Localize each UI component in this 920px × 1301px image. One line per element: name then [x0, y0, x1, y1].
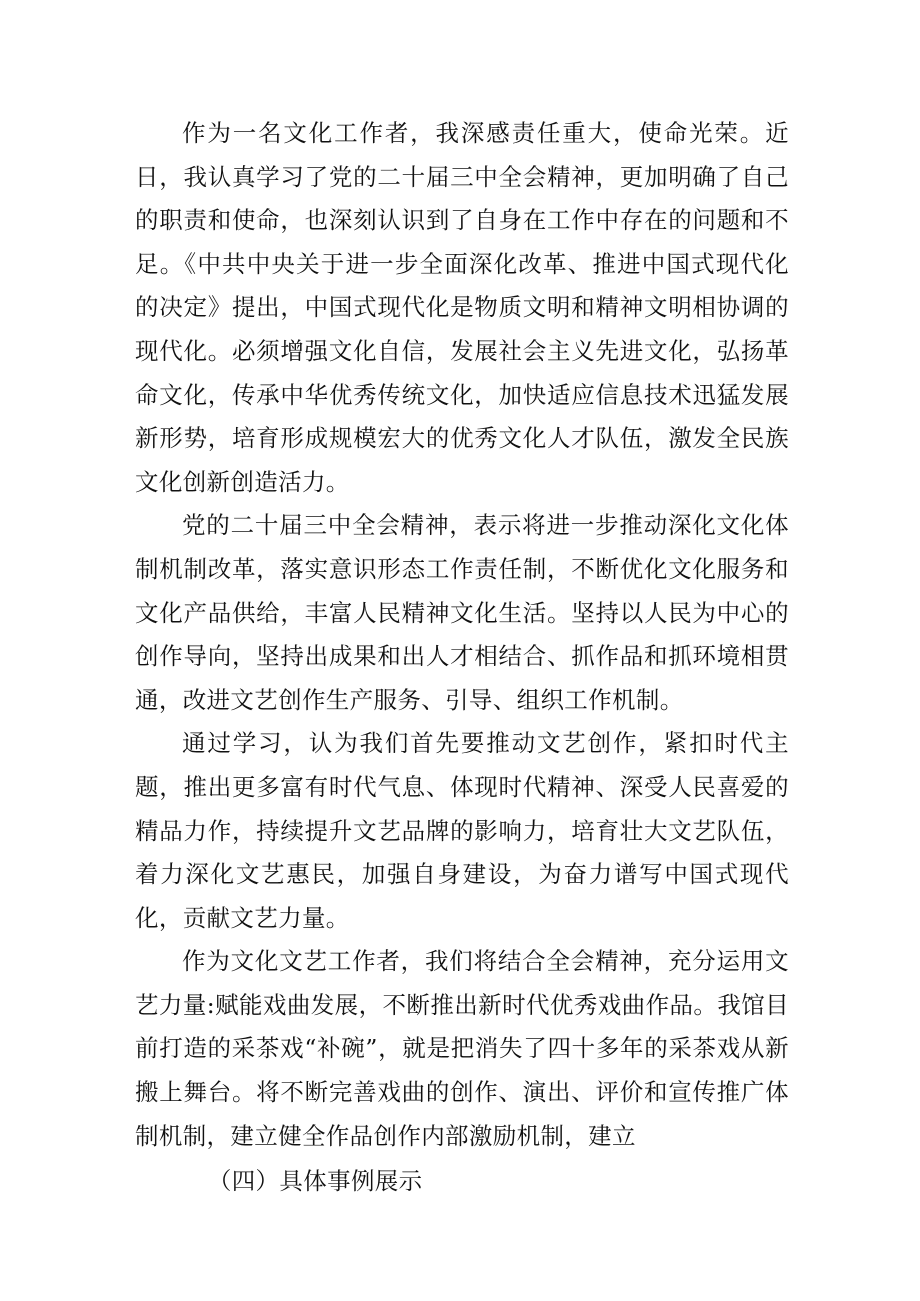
paragraph-2: 党的二十届三中全会精神，表示将进一步推动深化文化体制机制改革，落实意识形态工作责任制，不断优化文化服务和文化产品供给，丰富人民精神文化生活。坚持以人民为中心的创作导向，坚持出成果和出人才相结合、抓作品和抓环境相贯通，改进文艺创作生产服务、引导、组织工作机制。 — [135, 511, 789, 714]
paragraph-4: 作为文化文艺工作者，我们将结合全会精神，充分运用文艺力量:赋能戏曲发展，不断推出新时代优秀戏曲作品。我馆目前打造的采茶戏“补碗”，就是把消失了四十多年的采茶戏从新搬上舞台。将不断完善戏曲的创作、演出、评价和宣传推广体制机制，建立健全作品创作内部激励机制，建立 — [135, 947, 789, 1150]
paragraph-3: 通过学习，认为我们首先要推动文艺创作，紧扣时代主题，推出更多富有时代气息、体现时代精神、深受人民喜爱的精品力作，持续提升文艺品牌的影响力，培育壮大文艺队伍，着力深化文艺惠民，加强自身建设，为奋力谱写中国式现代化，贡献文艺力量。 — [135, 729, 789, 932]
document-body — [135, 112, 789, 1204]
paragraph-1: 作为一名文化工作者，我深感责任重大，使命光荣。近日，我认真学习了党的二十届三中全会精神，更加明确了自己的职责和使命，也深刻认识到了自身在工作中存在的问题和不足。《中共中央关于进一步全面深化改革、推进中国式现代化的决定》提出，中国式现代化是物质文明和精神文明相协调的现代化。必须增强文化自信，发展社会主义先进文化，弘扬革命文化，传承中华优秀传统文化，加快适应信息技术迅猛发展新形势，培育形成规模宏大的优秀文化人才队伍，激发全民族文化创新创造活力。 — [135, 119, 789, 496]
section-heading: （四）具体事例展示 — [207, 1167, 423, 1196]
